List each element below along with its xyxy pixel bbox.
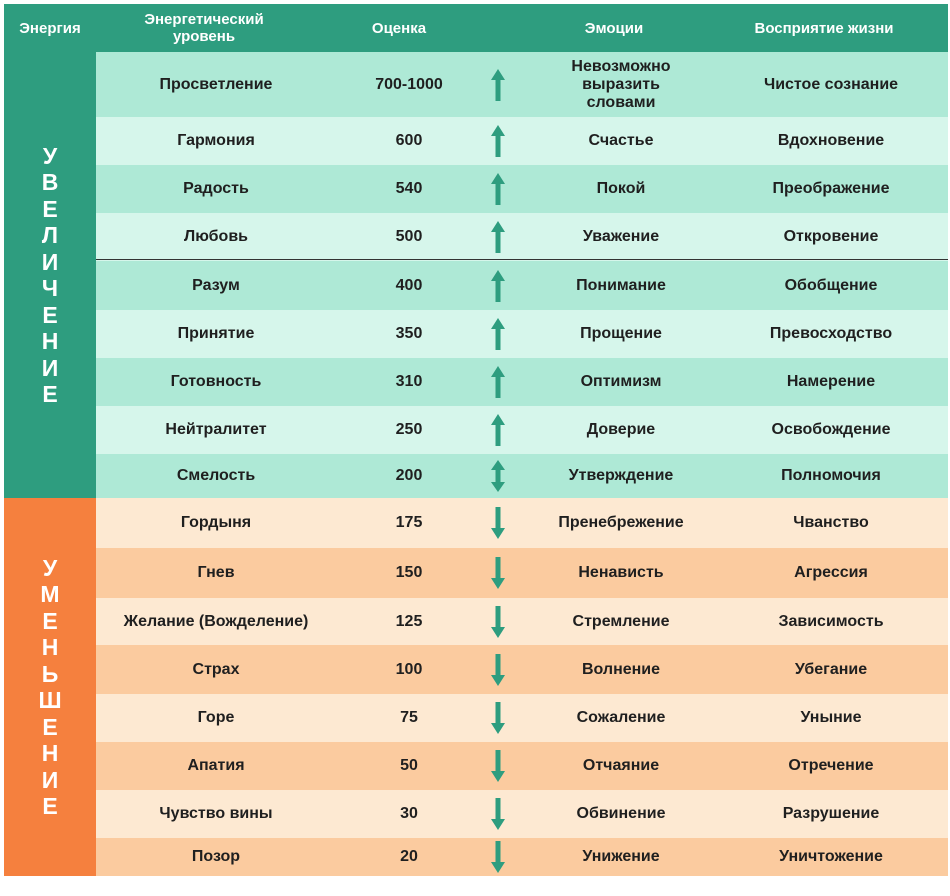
section-decrease bbox=[4, 498, 96, 876]
section-letter: Л bbox=[41, 222, 59, 248]
cell-emotion: Счастье bbox=[588, 132, 654, 149]
section-letter: М bbox=[40, 581, 60, 607]
cell-level: Позор bbox=[191, 848, 241, 865]
cell-score: 50 bbox=[400, 757, 418, 774]
cell-perception: Зависимость bbox=[778, 612, 884, 630]
section-letter: Н bbox=[41, 634, 59, 660]
arrow-down-icon bbox=[491, 702, 505, 734]
table-row bbox=[96, 645, 948, 694]
header-level: Энергетический уровень bbox=[144, 11, 264, 45]
cell-emotion: Волнение bbox=[581, 660, 661, 678]
cell-emotion: Пренебрежение bbox=[558, 514, 684, 531]
cell-perception: Освобождение bbox=[771, 421, 891, 438]
table-row bbox=[96, 598, 948, 645]
cell-score: 30 bbox=[400, 805, 418, 822]
section-letter: Н bbox=[41, 740, 59, 766]
section-letter: И bbox=[41, 354, 59, 381]
cell-perception: Обобщение bbox=[784, 276, 878, 294]
cell-perception: Откровение bbox=[783, 228, 879, 245]
table-row bbox=[96, 548, 948, 598]
cell-score: 600 bbox=[395, 132, 423, 149]
cell-level: Страх bbox=[192, 660, 240, 678]
cell-score: 350 bbox=[395, 325, 423, 342]
cell-emotion: Доверие bbox=[586, 421, 656, 438]
section-letter: И bbox=[41, 766, 59, 793]
arrow-down-icon bbox=[491, 557, 505, 589]
cell-score: 200 bbox=[395, 467, 423, 484]
cell-perception: Чванство bbox=[793, 514, 869, 531]
cell-emotion: Прощение bbox=[580, 325, 662, 342]
section-letter: В bbox=[41, 169, 59, 195]
cell-score: 310 bbox=[395, 373, 423, 390]
section-letter: Е bbox=[42, 713, 58, 740]
cell-level: Любовь bbox=[183, 228, 248, 245]
arrow-both-icon bbox=[491, 460, 505, 492]
cell-score: 100 bbox=[395, 660, 423, 678]
cell-level: Апатия bbox=[187, 757, 245, 774]
section-letter: Н bbox=[41, 328, 59, 354]
arrow-down-icon bbox=[491, 654, 505, 686]
cell-perception: Убегание bbox=[794, 660, 868, 678]
cell-score: 175 bbox=[395, 514, 423, 531]
table-row bbox=[96, 498, 948, 548]
table-row bbox=[96, 117, 948, 165]
cell-level: Разум bbox=[192, 276, 240, 294]
section-letter: У bbox=[42, 142, 58, 169]
cell-perception: Чистое сознание bbox=[763, 75, 899, 93]
cell-perception: Вдохновение bbox=[777, 132, 885, 149]
row-divider bbox=[96, 259, 948, 260]
cell-score: 20 bbox=[400, 848, 418, 865]
cell-level: Нейтралитет bbox=[165, 421, 267, 438]
cell-level: Смелость bbox=[176, 467, 256, 484]
cell-emotion: Понимание bbox=[576, 276, 666, 294]
cell-emotion: Сожаление bbox=[576, 709, 666, 726]
cell-emotion: Стремление bbox=[572, 612, 670, 630]
table-row bbox=[96, 165, 948, 213]
cell-level: Готовность bbox=[170, 373, 262, 390]
section-increase bbox=[4, 52, 96, 498]
section-letter: Е bbox=[42, 381, 58, 407]
cell-level: Желание (Вожделение) bbox=[123, 612, 309, 630]
section-letter: Е bbox=[42, 793, 58, 819]
table-header bbox=[4, 4, 948, 52]
table-row bbox=[96, 790, 948, 838]
cell-emotion: Обвинение bbox=[576, 805, 666, 822]
cell-emotion: Утверждение bbox=[568, 467, 674, 484]
cell-perception: Уничтожение bbox=[779, 848, 883, 865]
cell-level: Гармония bbox=[177, 132, 255, 149]
cell-score: 540 bbox=[395, 180, 423, 197]
cell-emotion: Отчаяние bbox=[582, 757, 660, 774]
cell-emotion: Унижение bbox=[582, 848, 660, 865]
arrow-up-icon bbox=[491, 69, 505, 101]
cell-score: 400 bbox=[395, 276, 423, 294]
arrow-down-icon bbox=[491, 798, 505, 830]
section-letter: Е bbox=[42, 607, 58, 634]
arrow-up-icon bbox=[491, 414, 505, 446]
arrow-down-icon bbox=[491, 606, 505, 638]
header-energy: Энергия bbox=[19, 19, 81, 37]
section-letter: Е bbox=[42, 301, 58, 328]
cell-score: 250 bbox=[395, 421, 423, 438]
header-emotions: Эмоции bbox=[584, 19, 644, 37]
section-letter: Ь bbox=[41, 660, 59, 687]
arrow-up-icon bbox=[491, 221, 505, 253]
cell-level: Чувство вины bbox=[159, 805, 273, 822]
cell-score: 125 bbox=[395, 612, 423, 630]
table-row bbox=[96, 454, 948, 498]
energy-levels-table bbox=[4, 4, 948, 876]
cell-emotion: Невозможно выразить словами bbox=[571, 57, 671, 111]
table-row bbox=[96, 838, 948, 876]
section-decrease-label bbox=[38, 555, 61, 820]
arrow-down-icon bbox=[491, 750, 505, 782]
table-row bbox=[96, 406, 948, 454]
cell-score: 500 bbox=[395, 228, 423, 245]
cell-score: 700-1000 bbox=[375, 75, 443, 93]
table-row bbox=[96, 213, 948, 261]
arrow-up-icon bbox=[491, 173, 505, 205]
cell-score: 75 bbox=[400, 709, 418, 726]
arrow-down-icon bbox=[491, 841, 505, 873]
section-letter: Ч bbox=[41, 275, 59, 301]
cell-perception: Разрушение bbox=[782, 805, 880, 822]
section-letter: Е bbox=[42, 195, 58, 222]
table-row bbox=[96, 358, 948, 406]
table-row bbox=[96, 52, 948, 117]
section-increase-label bbox=[42, 143, 59, 408]
cell-level: Просветление bbox=[159, 75, 273, 93]
cell-perception: Агрессия bbox=[794, 564, 868, 581]
arrow-up-icon bbox=[491, 366, 505, 398]
cell-perception: Уныние bbox=[800, 709, 862, 726]
cell-emotion: Покой bbox=[596, 180, 646, 197]
cell-score: 150 bbox=[395, 564, 423, 581]
cell-emotion: Оптимизм bbox=[580, 373, 662, 390]
table-row bbox=[96, 694, 948, 742]
arrow-up-icon bbox=[491, 318, 505, 350]
cell-emotion: Ненависть bbox=[578, 564, 664, 581]
header-score: Оценка bbox=[371, 19, 427, 37]
cell-emotion: Уважение bbox=[582, 228, 660, 245]
header-perception: Восприятие жизни bbox=[754, 19, 894, 37]
table-row bbox=[96, 310, 948, 358]
cell-perception: Намерение bbox=[786, 373, 876, 390]
cell-perception: Отречение bbox=[788, 757, 874, 774]
cell-level: Гнев bbox=[197, 564, 235, 581]
cell-level: Принятие bbox=[177, 325, 255, 342]
cell-level: Радость bbox=[183, 180, 249, 197]
table-row bbox=[96, 261, 948, 310]
arrow-up-icon bbox=[491, 270, 505, 302]
arrow-up-icon bbox=[491, 125, 505, 157]
cell-perception: Преображение bbox=[772, 180, 890, 197]
cell-level: Гордыня bbox=[180, 514, 252, 531]
arrow-down-icon bbox=[491, 507, 505, 539]
cell-perception: Превосходство bbox=[769, 325, 893, 342]
section-letter: И bbox=[41, 248, 59, 275]
section-letter: Ш bbox=[38, 687, 62, 713]
table-row bbox=[96, 742, 948, 790]
section-letter: У bbox=[42, 554, 58, 581]
cell-level: Горе bbox=[197, 709, 235, 726]
cell-perception: Полномочия bbox=[781, 467, 881, 484]
